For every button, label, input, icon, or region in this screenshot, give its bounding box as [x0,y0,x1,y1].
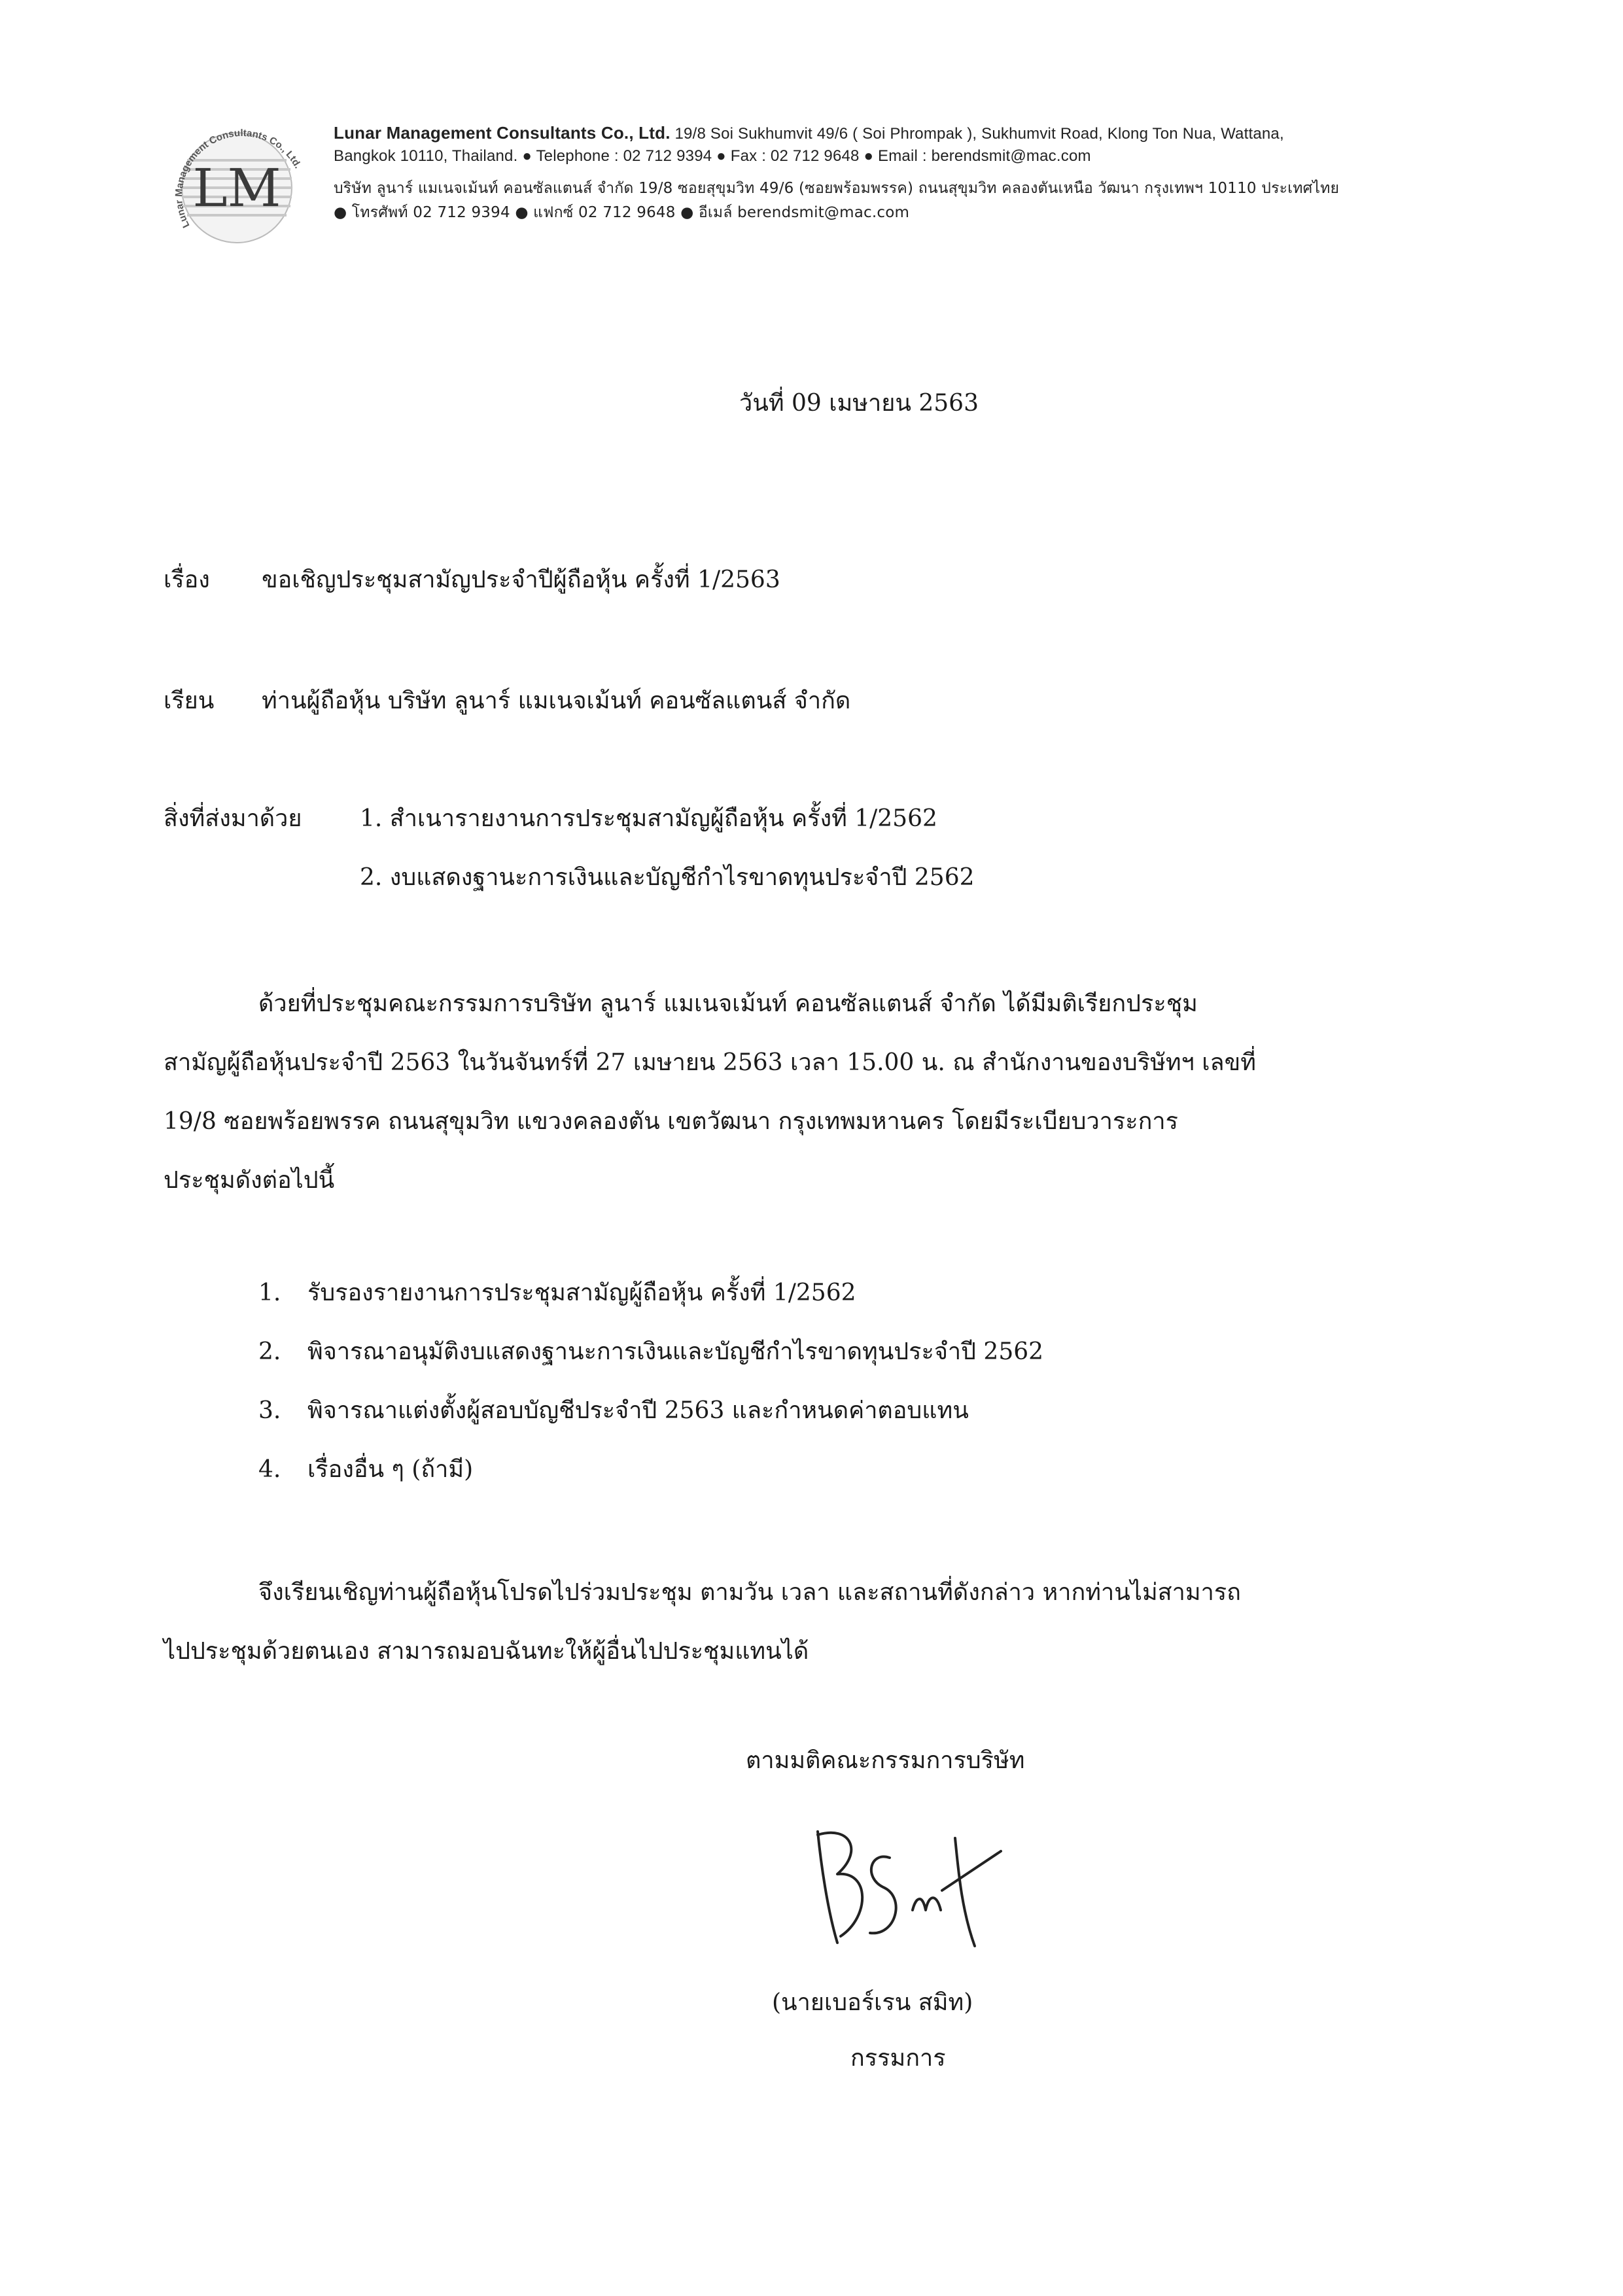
body-line: ประชุมดังต่อไปนี้ [164,1167,335,1194]
address-en-1: 19/8 Soi Sukhumvit 49/6 ( Soi Phrompak ), Sukhumvit Road, Klong Ton Nua, Wattana, [674,125,1284,143]
agenda-item: พิจารณาอนุมัติงบแสดงฐานะการเงินและบัญชีกำไรขาดทุนประจำปี 2562 [307,1338,1044,1365]
letterhead-en-line-1 [334,123,1284,143]
closing-line: จึงเรียนเชิญท่านผู้ถือหุ้นโปรดไปร่วมประชุม ตามวัน เวลา และสถานที่ดังกล่าว หากท่านไม่สามารถ [258,1579,1241,1606]
body-line: สามัญผู้ถือหุ้นประจำปี 2563 ในวันจันทร์ที่ 27 เมษายน 2563 เวลา 15.00 น. ณ สำนักงานของบริษัทฯ เลขที่ [164,1049,1256,1076]
address-th-1: บริษัท ลูนาร์ แมเนจเม้นท์ คอนซัลแตนส์ จำกัด 19/8 ซอยสุขุมวิท 49/6 (ซอยพร้อมพรรค) ถนนสุขุมวิท คลองตันเหนือ วัฒนา กรุงเทพฯ 10110 ประเทศไทย [334,180,1340,197]
body-line: 19/8 ซอยพร้อยพรรค ถนนสุขุมวิท แขวงคลองตัน เขตวัฒนา กรุงเทพมหานคร โดยมีระเบียบวาระการ [164,1108,1178,1135]
logo-lettering: LM [192,158,281,218]
agenda-number: 3. [258,1397,281,1424]
subject-label: เรื่อง [164,566,210,593]
recipient-label: เรียน [164,687,215,714]
address-th-2: ● โทรศัพท์ 02 712 9394 ● แฟกซ์ 02 712 9648 ● อีเมล์ berendsmit@mac.com [334,204,910,221]
signature-icon [792,1812,1007,1962]
handwritten-signature [792,1812,1007,1962]
closing-line: ไปประชุมด้วยตนเอง สามารถมอบฉันทะให้ผู้อื่นไปประชุมแทนได้ [164,1638,809,1665]
address-en-2: Bangkok 10110, Thailand. ● Telephone : 02 712 9394 ● Fax : 02 712 9648 ● Email : berendsmit@mac.com [334,147,1091,165]
company-name-en: Lunar Management Consultants Co., Ltd. [334,123,671,143]
enclosure-label: สิ่งที่ส่งมาด้วย [164,805,302,832]
svg-text:Lunar Management Consultants C: Lunar Management Consultants Co., Ltd. [173,127,304,230]
letter-date: วันที่ 09 เมษายน 2563 [739,390,979,417]
company-logo [164,114,311,262]
enclosure-item: 1. สำเนารายงานการประชุมสามัญผู้ถือหุ้น ครั้งที่ 1/2562 [360,805,937,832]
agenda-number: 4. [258,1456,281,1483]
agenda-number: 2. [258,1338,281,1365]
agenda-item: รับรองรายงานการประชุมสามัญผู้ถือหุ้น ครั้งที่ 1/2562 [307,1279,856,1306]
agenda-item: พิจารณาแต่งตั้งผู้สอบบัญชีประจำปี 2563 และกำหนดค่าตอบแทน [307,1397,969,1424]
body-line: ด้วยที่ประชุมคณะกรรมการบริษัท ลูนาร์ แมเนจเม้นท์ คอนซัลแตนส์ จำกัด ได้มีมติเรียกประชุม [258,990,1198,1017]
agenda-number: 1. [258,1279,281,1306]
signer-title: กรรมการ [850,2045,946,2072]
agenda-item: เรื่องอื่น ๆ (ถ้ามี) [307,1456,474,1483]
signer-name: (นายเบอร์เรน สมิท) [772,1989,973,2016]
recipient-text: ท่านผู้ถือหุ้น บริษัท ลูนาร์ แมเนจเม้นท์ คอนซัลแตนส์ จำกัด [262,687,851,714]
subject-text: ขอเชิญประชุมสามัญประจำปีผู้ถือหุ้น ครั้งที่ 1/2563 [262,566,780,593]
enclosure-item: 2. งบแสดงฐานะการเงินและบัญชีกำไรขาดทุนประจำปี 2562 [360,864,975,891]
sign-off: ตามมติคณะกรรมการบริษัท [746,1747,1025,1774]
lm-logo-icon [164,114,311,262]
